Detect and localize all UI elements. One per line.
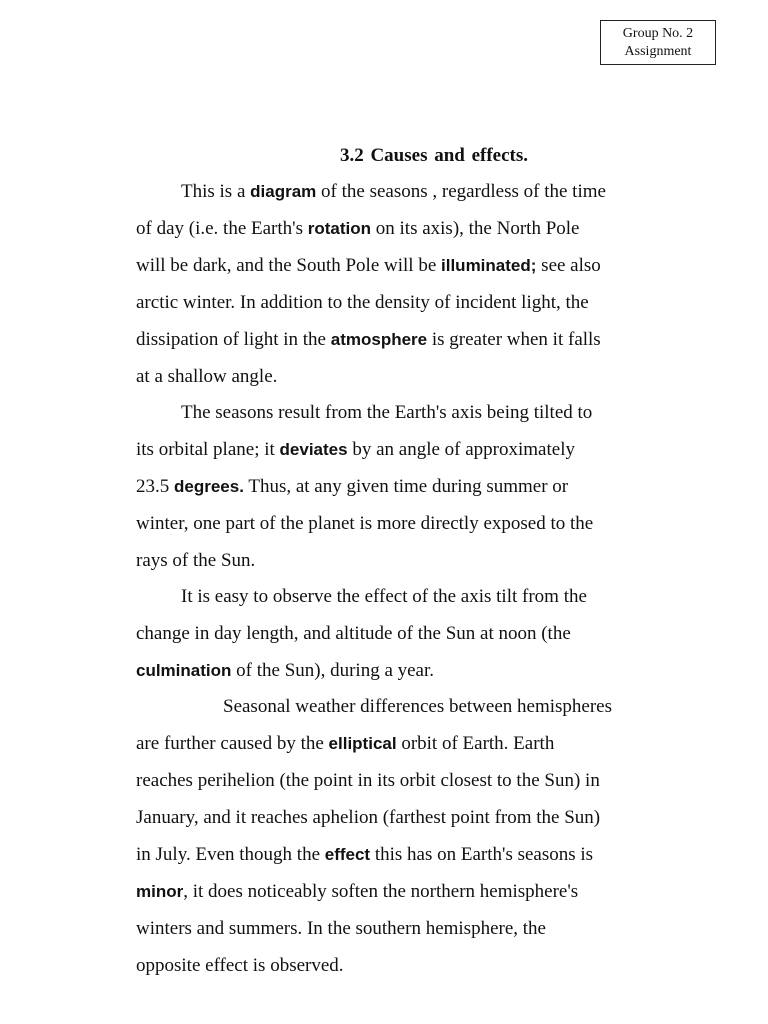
bold-term: degrees. bbox=[174, 477, 244, 496]
text-line: dissipation of light in the atmosphere is greater when it falls bbox=[136, 329, 601, 350]
text-line: winter, one part of the planet is more directly exposed to the bbox=[136, 513, 594, 534]
bold-term: illuminated; bbox=[441, 256, 537, 275]
bold-term: atmosphere bbox=[330, 330, 428, 349]
bold-term: deviates bbox=[279, 440, 348, 459]
bold-term: elliptical bbox=[328, 734, 397, 753]
text-line: The seasons result from the Earth's axis being tilted to bbox=[181, 402, 593, 423]
text-line: This is a diagram of the seasons , regardless of the time bbox=[181, 181, 606, 202]
group-number-label: Group No. 2 bbox=[622, 26, 694, 41]
text-line: change in day length, and altitude of the Sun at noon (the bbox=[136, 623, 571, 644]
text-line: rays of the Sun. bbox=[136, 550, 256, 571]
text-line: at a shallow angle. bbox=[136, 366, 278, 387]
text-line: opposite effect is observed. bbox=[136, 955, 344, 976]
text-line: winters and summers. In the southern hemisphere, the bbox=[136, 918, 546, 939]
text-line: its orbital plane; it deviates by an angle of approximately bbox=[136, 439, 575, 460]
bold-term: diagram bbox=[250, 182, 317, 201]
section-heading: 3.2 Causes and effects. bbox=[339, 145, 529, 166]
bold-term: culmination bbox=[136, 661, 232, 680]
text-line: in July. Even though the effect this has on Earth's seasons is bbox=[136, 844, 594, 865]
text-line: will be dark, and the South Pole will be illuminated; see also bbox=[136, 255, 601, 276]
text-line: January, and it reaches aphelion (farthest point from the Sun) bbox=[136, 807, 601, 828]
text-line: reaches perihelion (the point in its orbit closest to the Sun) in bbox=[136, 770, 600, 791]
text-line: minor, it does noticeably soften the northern hemisphere's bbox=[136, 881, 579, 902]
group-assignment-box bbox=[600, 20, 716, 65]
text-line: are further caused by the elliptical orbit of Earth. Earth bbox=[136, 733, 555, 754]
text-line: of day (i.e. the Earth's rotation on its axis), the North Pole bbox=[136, 218, 580, 239]
text-line: Seasonal weather differences between hemispheres bbox=[223, 696, 612, 717]
bold-term: effect bbox=[324, 845, 371, 864]
text-line: It is easy to observe the effect of the axis tilt from the bbox=[181, 586, 587, 607]
text-line: 23.5 degrees. Thus, at any given time during summer or bbox=[136, 476, 569, 497]
text-line: arctic winter. In addition to the density of incident light, the bbox=[136, 292, 589, 313]
bold-term: rotation bbox=[307, 219, 372, 238]
bold-term: minor bbox=[136, 882, 184, 901]
assignment-label: Assignment bbox=[624, 44, 692, 59]
text-line: culmination of the Sun), during a year. bbox=[136, 660, 435, 681]
